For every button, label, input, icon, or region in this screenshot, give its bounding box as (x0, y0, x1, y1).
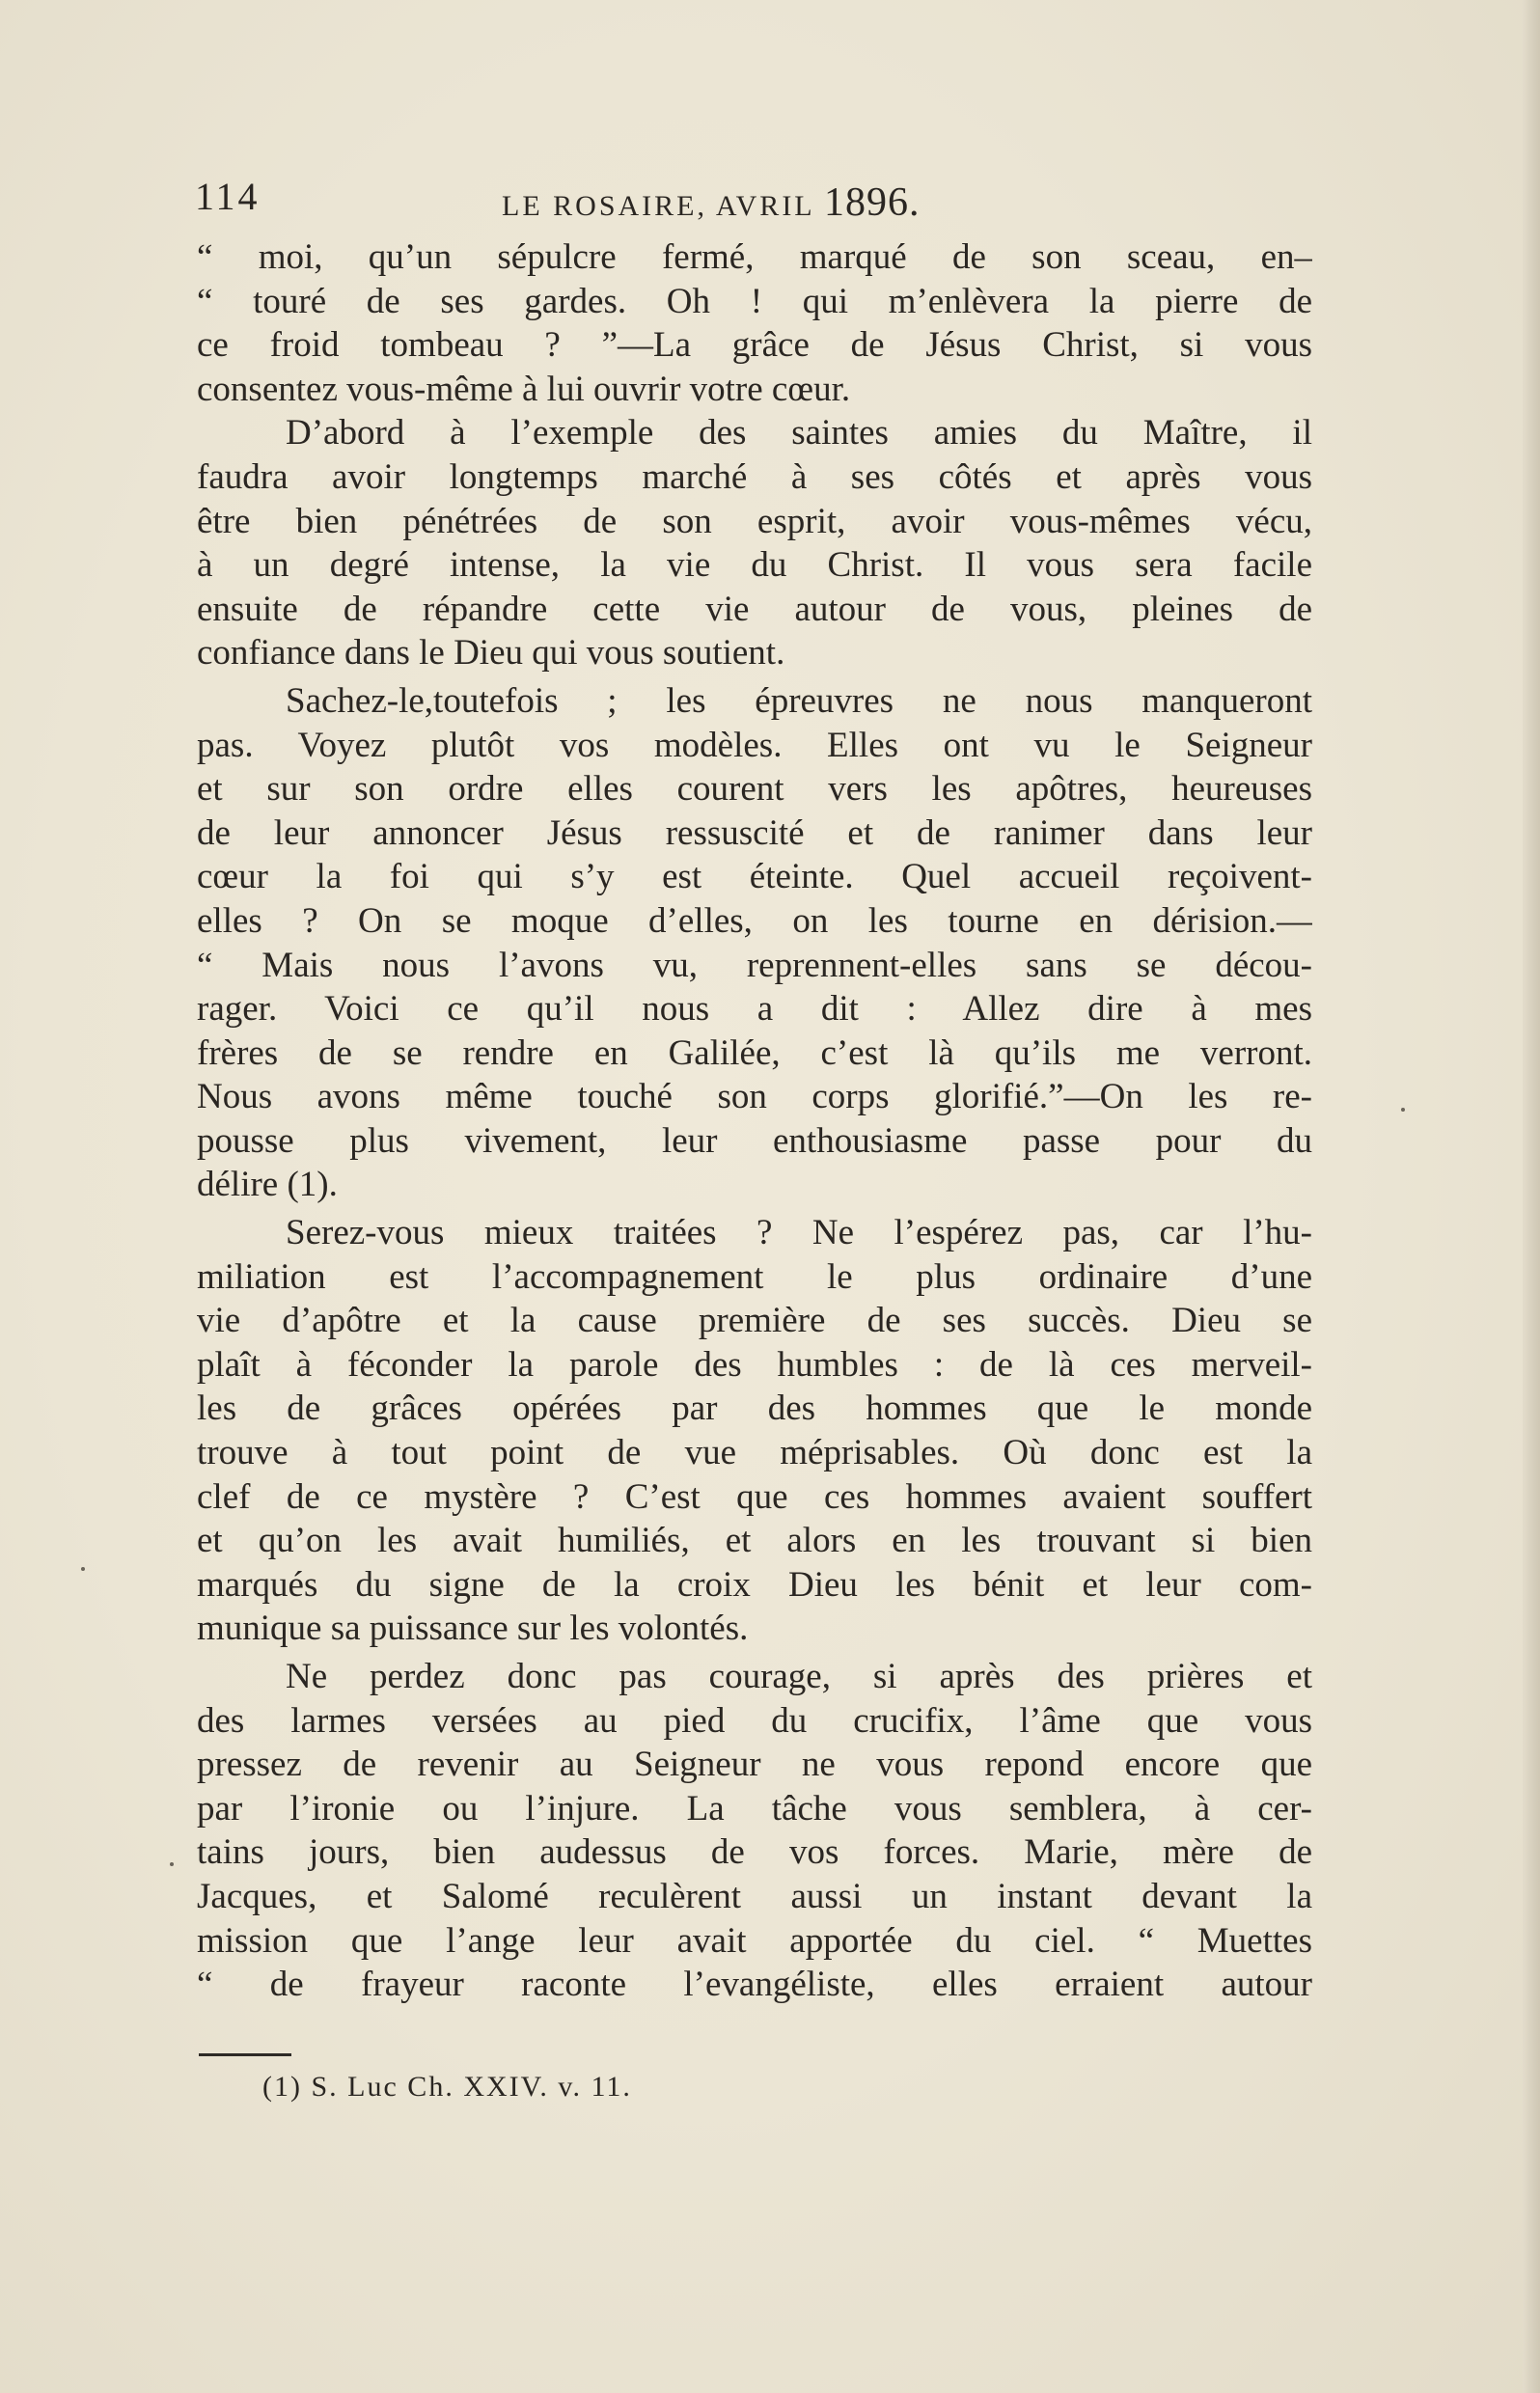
text-line: clef de ce mystère ? C’est que ces hommes avaient souffert (197, 1476, 1312, 1517)
text-line: par l’ironie ou l’injure. La tâche vous semblera, à cer- (197, 1788, 1312, 1829)
text-line: “ de frayeur raconte l’evangéliste, elles erraient autour (197, 1965, 1312, 2005)
text-line: vie d’apôtre et la cause première de ses succès. Dieu se (197, 1301, 1312, 1341)
body-text (197, 235, 1312, 2007)
running-title-year: 1896. (824, 180, 921, 225)
text-line: marqués du signe de la croix Dieu les bénit et leur com- (197, 1564, 1312, 1605)
text-line: Serez-vous mieux traitées ? Ne l’espérez pas, car l’hu- (286, 1213, 1312, 1253)
text-line: pousse plus vivement, leur enthousiasme passe pour du (197, 1120, 1312, 1161)
text-line: D’abord à l’exemple des saintes amies du Maître, il (286, 413, 1312, 454)
text-line: consentez vous-même à lui ouvrir votre cœur. (197, 369, 851, 409)
text-line: frères de se rendre en Galilée, c’est là qu’ils me verront. (197, 1032, 1312, 1073)
footnote: (1) S. Luc Ch. XXIV. v. 11. (262, 2071, 632, 2103)
page-number: 114 (195, 175, 261, 218)
text-line: Ne perdez donc pas courage, si après des prières et (286, 1657, 1312, 1696)
text-line: être bien pénétrées de son esprit, avoir vous-mêmes vécu, (197, 501, 1312, 541)
text-line: pressez de revenir au Seigneur ne vous repond encore que (197, 1745, 1312, 1785)
text-line: délire (1). (197, 1165, 338, 1205)
text-line: “ Mais nous l’avons vu, reprennent-elles sans se décou- (197, 945, 1312, 985)
text-line: Jacques, et Salomé reculèrent aussi un instant devant la (197, 1876, 1312, 1916)
text-line: des larmes versées au pied du crucifix, l’âme que vous (197, 1700, 1312, 1741)
paper-speck (1401, 1108, 1405, 1112)
text-line: miliation est l’accompagnement le plus ordinaire d’une (197, 1256, 1312, 1297)
text-line: “ touré de ses gardes. Oh ! qui m’enlèvera la pierre de (197, 281, 1312, 321)
text-line: plaît à féconder la parole des humbles : de là ces merveil- (197, 1344, 1312, 1385)
page-edge (1523, 0, 1540, 2393)
text-line: munique sa puissance sur les volontés. (197, 1609, 749, 1649)
text-line: cœur la foi qui s’y est éteinte. Quel accueil reçoivent- (197, 857, 1312, 897)
text-line: et sur son ordre elles courent vers les apôtres, heureuses (197, 769, 1312, 810)
paper-speck (81, 1567, 85, 1571)
text-line: les de grâces opérées par des hommes que le monde (197, 1389, 1312, 1429)
running-title (502, 179, 921, 226)
footnote-rule (199, 2053, 291, 2056)
text-line: faudra avoir longtemps marché à ses côtés et après vous (197, 456, 1312, 497)
text-line: Nous avons même touché son corps glorifié.”—On les re- (197, 1077, 1312, 1117)
running-head (195, 174, 1318, 228)
text-line: à un degré intense, la vie du Christ. Il vous sera facile (197, 545, 1312, 586)
text-line: confiance dans le Dieu qui vous soutient. (197, 633, 785, 674)
text-line: elles ? On se moque d’elles, on les tourne en dérision.— (197, 900, 1312, 941)
text-line: ensuite de répandre cette vie autour de vous, pleines de (197, 589, 1312, 629)
text-line: et qu’on les avait humiliés, et alors en les trouvant si bien (197, 1521, 1312, 1561)
text-line: “ moi, qu’un sépulcre fermé, marqué de son sceau, en– (197, 237, 1312, 277)
text-line: mission que l’ange leur avait apportée du ciel. “ Muettes (197, 1920, 1312, 1961)
text-line: trouve à tout point de vue méprisables. Où donc est la (197, 1433, 1312, 1473)
text-line: pas. Voyez plutôt vos modèles. Elles ont vu le Seigneur (197, 725, 1312, 765)
text-line: tains jours, bien audessus de vos forces. Marie, mère de (197, 1832, 1312, 1873)
text-line: rager. Voici ce qu’il nous a dit : Allez dire à mes (197, 989, 1312, 1030)
text-line: ce froid tombeau ? ”—La grâce de Jésus Christ, si vous (197, 325, 1312, 366)
text-line: de leur annoncer Jésus ressuscité et de ranimer dans leur (197, 812, 1312, 853)
paper-speck (170, 1862, 174, 1866)
text-line: Sachez-le,toutefois ; les épreuvres ne nous manqueront (286, 680, 1312, 721)
running-title-text: LE ROSAIRE, AVRIL (502, 190, 814, 222)
